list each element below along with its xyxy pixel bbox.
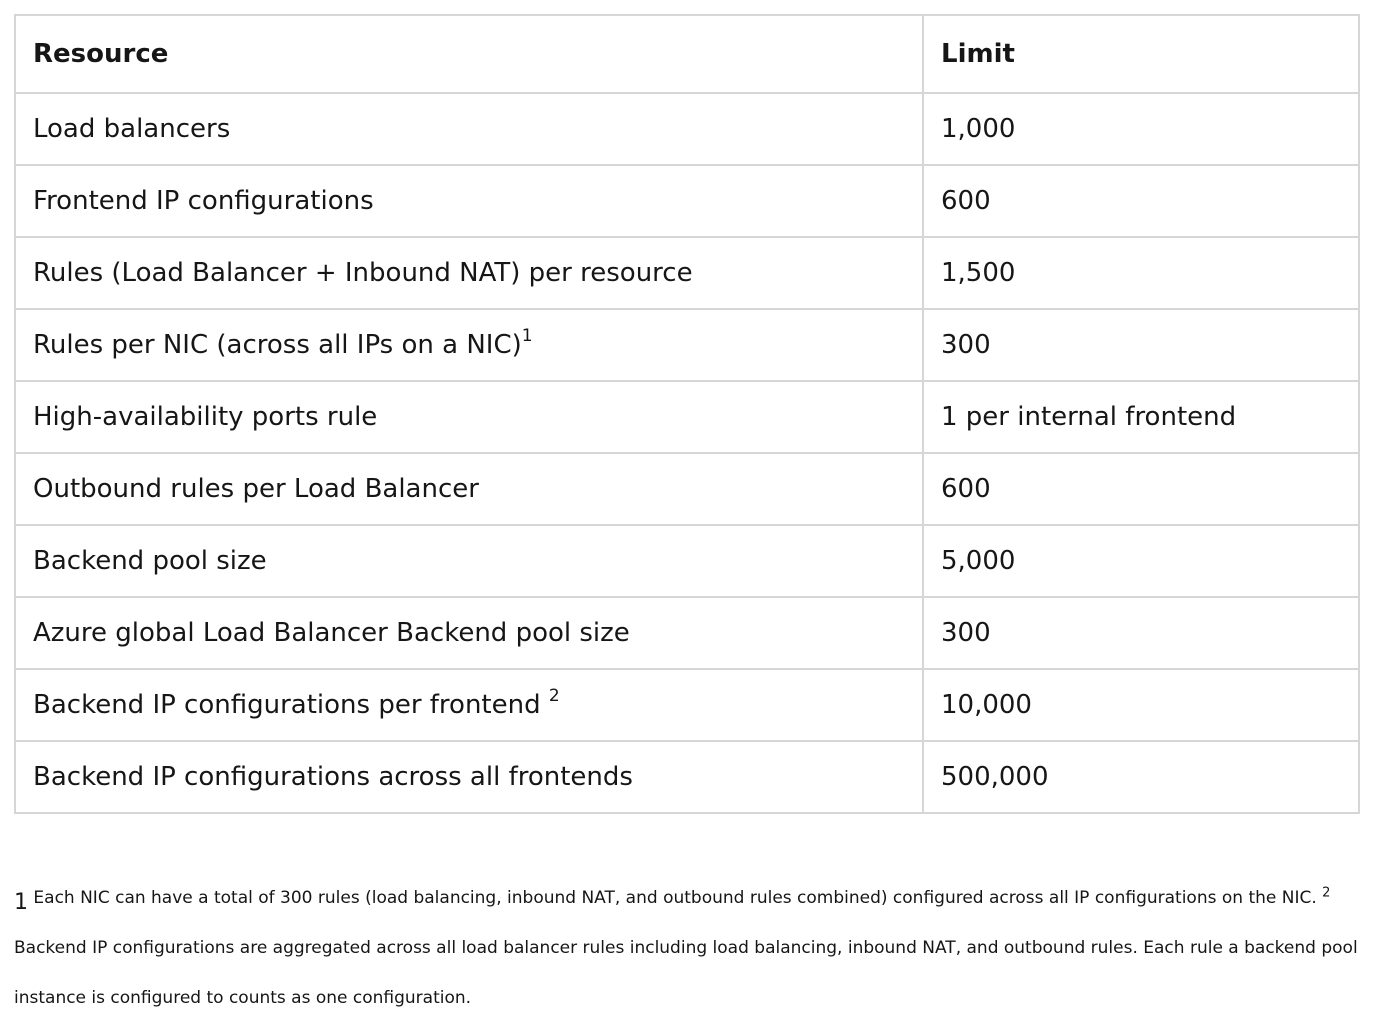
footnote-1-text: Each NIC can have a total of 300 rules (load balancing, inbound NAT, and outbound rules combined) configured across all IP configurations on the NIC. [28,888,1323,908]
footnotes [14,872,1364,1023]
resource-text: Rules (Load Balancer + Inbound NAT) per resource [33,258,693,288]
limit-cell: 600 [923,453,1359,525]
footnote-ref-2: 2 [548,686,560,707]
limits-table [14,14,1360,814]
limit-cell: 1,000 [923,93,1359,165]
table-header-row [15,15,1359,93]
table-row [15,597,1359,669]
resource-cell [15,381,923,453]
table-row [15,525,1359,597]
resource-cell [15,309,923,381]
resource-cell [15,93,923,165]
resource-cell [15,597,923,669]
table-row [15,93,1359,165]
table-row [15,669,1359,741]
table-row [15,237,1359,309]
resource-cell [15,741,923,813]
limit-cell: 300 [923,309,1359,381]
limit-cell: 10,000 [923,669,1359,741]
resource-text: Backend IP configurations across all frontends [33,762,633,792]
footnote-2-marker: 2 [1322,885,1331,901]
table-row [15,741,1359,813]
limits-table-container [14,14,1358,814]
footnote-2-text: Backend IP configurations are aggregated across all load balancer rules including load balancing, inbound NAT, and outbound rules. Each rule a backend pool instance is configured to counts as one configuration. [14,888,1364,1008]
resource-text: Outbound rules per Load Balancer [33,474,479,504]
resource-cell [15,453,923,525]
table-row [15,453,1359,525]
limit-cell: 500,000 [923,741,1359,813]
resource-text: Frontend IP configurations [33,186,374,216]
resource-cell [15,165,923,237]
table-row [15,165,1359,237]
limit-cell: 1 per internal frontend [923,381,1359,453]
table-row [15,309,1359,381]
resource-text: Azure global Load Balancer Backend pool size [33,618,630,648]
column-header-resource: Resource [15,15,923,93]
resource-cell [15,237,923,309]
limit-cell: 5,000 [923,525,1359,597]
footnote-1-marker: 1 [14,890,28,915]
limit-cell: 300 [923,597,1359,669]
limit-cell: 1,500 [923,237,1359,309]
table-row [15,381,1359,453]
resource-text: Backend pool size [33,546,267,576]
resource-text: Load balancers [33,114,231,144]
footnote-ref-1: 1 [521,326,533,347]
limit-cell: 600 [923,165,1359,237]
resource-cell [15,525,923,597]
column-header-limit: Limit [923,15,1359,93]
resource-text: Backend IP configurations per frontend [33,690,549,720]
resource-text: High-availability ports rule [33,402,378,432]
resource-text: Rules per NIC (across all IPs on a NIC) [33,330,522,360]
resource-cell [15,669,923,741]
